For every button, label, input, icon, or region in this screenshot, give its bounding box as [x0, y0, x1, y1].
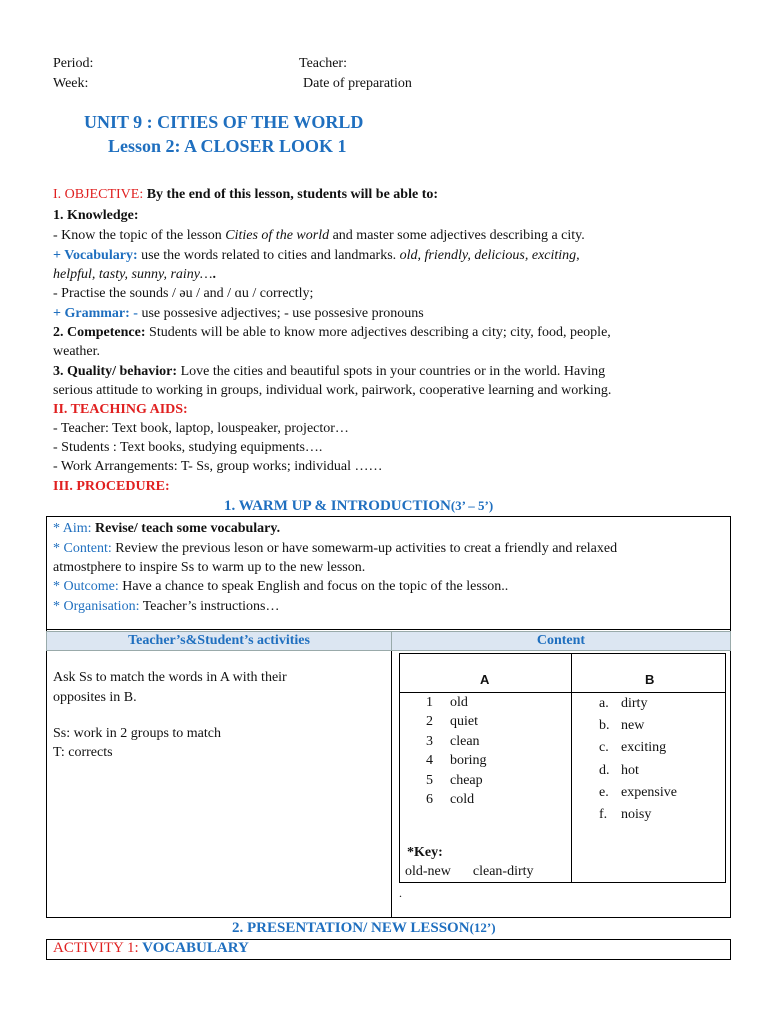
matching-b-item [599, 718, 644, 734]
outcome-label: * Outcome: [53, 579, 119, 594]
column-header-content: Content [391, 631, 731, 651]
key-label: *Key: [407, 845, 443, 860]
knowledge-heading: 1. Knowledge: [53, 208, 139, 223]
key-pair-2: clean-dirty [472, 864, 534, 879]
content-line-2: atmostphere to inspire Ss to warm up to the new lesson. [53, 560, 366, 575]
matching-b-letter: e. [599, 784, 609, 800]
matching-col-a: A [480, 672, 490, 687]
quality-line-2: serious attitude to working in groups, individual work, pairwork, cooperative learning and working. [53, 383, 612, 398]
lesson-title: Lesson 2: A CLOSER LOOK 1 [108, 136, 347, 156]
aids-teacher: - Teacher: Text book, laptop, louspeaker, projector… [53, 421, 349, 436]
matching-b-item [599, 763, 639, 779]
outcome-text: Have a chance to speak English and focus on the topic of the lesson.. [118, 579, 509, 594]
activity-line-1: Ask Ss to match the words in A with their [53, 670, 287, 685]
warmup-title-text: 1. WARM UP & INTRODUCTION [224, 498, 451, 514]
key-pair-1: old-new [405, 864, 451, 879]
matching-a-item [426, 695, 468, 711]
column-divider [391, 651, 392, 918]
matching-b-letter: a. [599, 696, 609, 711]
matching-b-word: hot [621, 762, 639, 778]
period-label: Period: [53, 56, 94, 71]
activity1-label: ACTIVITY 1: [53, 940, 139, 956]
date-preparation-label: Date of preparation [303, 76, 412, 91]
unit-title: UNIT 9 : CITIES OF THE WORLD [84, 112, 364, 132]
matching-a-number: 2 [426, 714, 433, 730]
competence-text-1: Students will be able to know more adjectives describing a city; city, food, people, [145, 325, 611, 340]
activity1-line [53, 940, 249, 957]
objective-line [53, 185, 733, 204]
matching-a-word: cold [450, 792, 475, 807]
matching-a-item [426, 773, 483, 789]
activity-line-3: Ss: work in 2 groups to match [53, 726, 221, 741]
aim-text: Revise/ teach some vocabulary. [91, 521, 281, 536]
matching-b-item [599, 696, 647, 712]
matching-a-word: boring [450, 753, 487, 769]
week-label: Week: [53, 76, 89, 91]
matching-b-word: expensive [621, 784, 677, 800]
vocabulary-text: use the words related to cities and landmarks. [137, 248, 400, 263]
matching-a-item [426, 753, 487, 769]
warmup-title [224, 498, 493, 515]
outcome-line [53, 577, 733, 596]
content-label: * Content: [53, 541, 112, 556]
aim-label: * Aim: [53, 521, 92, 536]
vocabulary-label: + Vocabulary: [53, 248, 138, 263]
table-separator [46, 629, 731, 630]
aids-heading: II. TEACHING AIDS: [53, 402, 188, 417]
practise-line: - Practise the sounds / əu / and / ɑu / correctly; [53, 286, 314, 301]
matching-b-item [599, 785, 677, 801]
vocabulary-words-2: helpful, tasty, sunny, rainy… [53, 267, 213, 282]
matching-b-word: dirty [621, 696, 648, 711]
matching-a-item [426, 714, 478, 730]
matching-a-number: 5 [426, 772, 433, 788]
matching-b-item [599, 807, 651, 823]
vocabulary-words-1: old, friendly, delicious, exciting, [399, 248, 580, 263]
matching-col-b: B [645, 672, 655, 687]
grammar-line [53, 304, 733, 323]
organisation-label: * Organisation: [53, 599, 140, 614]
objective-intro: By the end of this lesson, students will be able to: [146, 187, 439, 202]
procedure-heading: III. PROCEDURE: [53, 479, 170, 494]
matching-a-number: 1 [426, 695, 433, 710]
teacher-label: Teacher: [299, 56, 347, 71]
matching-a-item [426, 734, 480, 750]
key-line [405, 864, 534, 880]
aim-line [53, 519, 733, 538]
aids-work: - Work Arrangements: T- Ss, group works; individual …… [53, 459, 383, 474]
column-header-activities: Teacher’s&Student’s activities [46, 631, 392, 651]
matching-b-word: exciting [621, 740, 667, 756]
organisation-line [53, 597, 733, 616]
objective-heading: I. OBJECTIVE: [53, 187, 144, 202]
aids-students: - Students : Text books, studying equipments…. [53, 440, 323, 455]
matching-a-item [426, 792, 474, 808]
quality-text-1: Love the cities and beautiful spots in your countries or in the world. Having [177, 364, 606, 379]
presentation-title-text: 2. PRESENTATION/ NEW LESSON [232, 920, 470, 936]
matching-a-word: quiet [450, 714, 478, 730]
matching-b-letter: c. [599, 740, 609, 756]
matching-a-number: 6 [426, 792, 433, 807]
activity-line-2: opposites in B. [53, 690, 137, 705]
quality-line [53, 362, 733, 381]
content-text-1: Review the previous leson or have somewarm-up activities to creat a friendly and relaxed [111, 541, 618, 556]
grammar-label: + Grammar: - [53, 306, 138, 321]
know-prefix: - Know the topic of the lesson [53, 228, 226, 243]
presentation-time: (12’) [469, 920, 496, 935]
matching-a-number: 4 [426, 753, 433, 769]
competence-label: 2. Competence: [53, 325, 146, 340]
warmup-time: (3’ – 5’) [450, 498, 494, 513]
matching-b-item [599, 740, 666, 756]
matching-b-word: noisy [621, 807, 652, 822]
vocabulary-words-2-end: . [212, 267, 216, 282]
competence-line-2: weather. [53, 344, 101, 359]
content-line [53, 539, 733, 558]
matching-b-letter: b. [599, 718, 610, 734]
organisation-text: Teacher’s instructions… [139, 599, 280, 614]
knowledge-line [53, 226, 733, 245]
competence-line [53, 323, 733, 342]
matching-a-number: 3 [426, 733, 433, 749]
activity-line-4: T: corrects [53, 745, 113, 760]
grammar-text: use possesive adjectives; - use possesive pronouns [137, 306, 424, 321]
know-suffix: and master some adjectives describing a city. [329, 228, 585, 243]
vocabulary-line [53, 246, 733, 265]
matching-divider [571, 653, 572, 883]
vocabulary-line-2 [53, 265, 733, 284]
matching-a-word: old [450, 695, 468, 710]
matching-a-word: clean [450, 733, 480, 749]
matching-header-line [399, 692, 726, 693]
activity1-title: VOCABULARY [138, 940, 249, 956]
matching-b-word: new [621, 718, 645, 734]
presentation-title [232, 920, 496, 937]
know-topic: Cities of the world [225, 228, 330, 243]
matching-b-letter: d. [599, 762, 610, 778]
quality-label: 3. Quality/ behavior: [53, 364, 178, 379]
matching-a-word: cheap [450, 772, 483, 788]
trailing-dot: . [399, 886, 402, 900]
matching-b-letter: f. [599, 807, 608, 822]
